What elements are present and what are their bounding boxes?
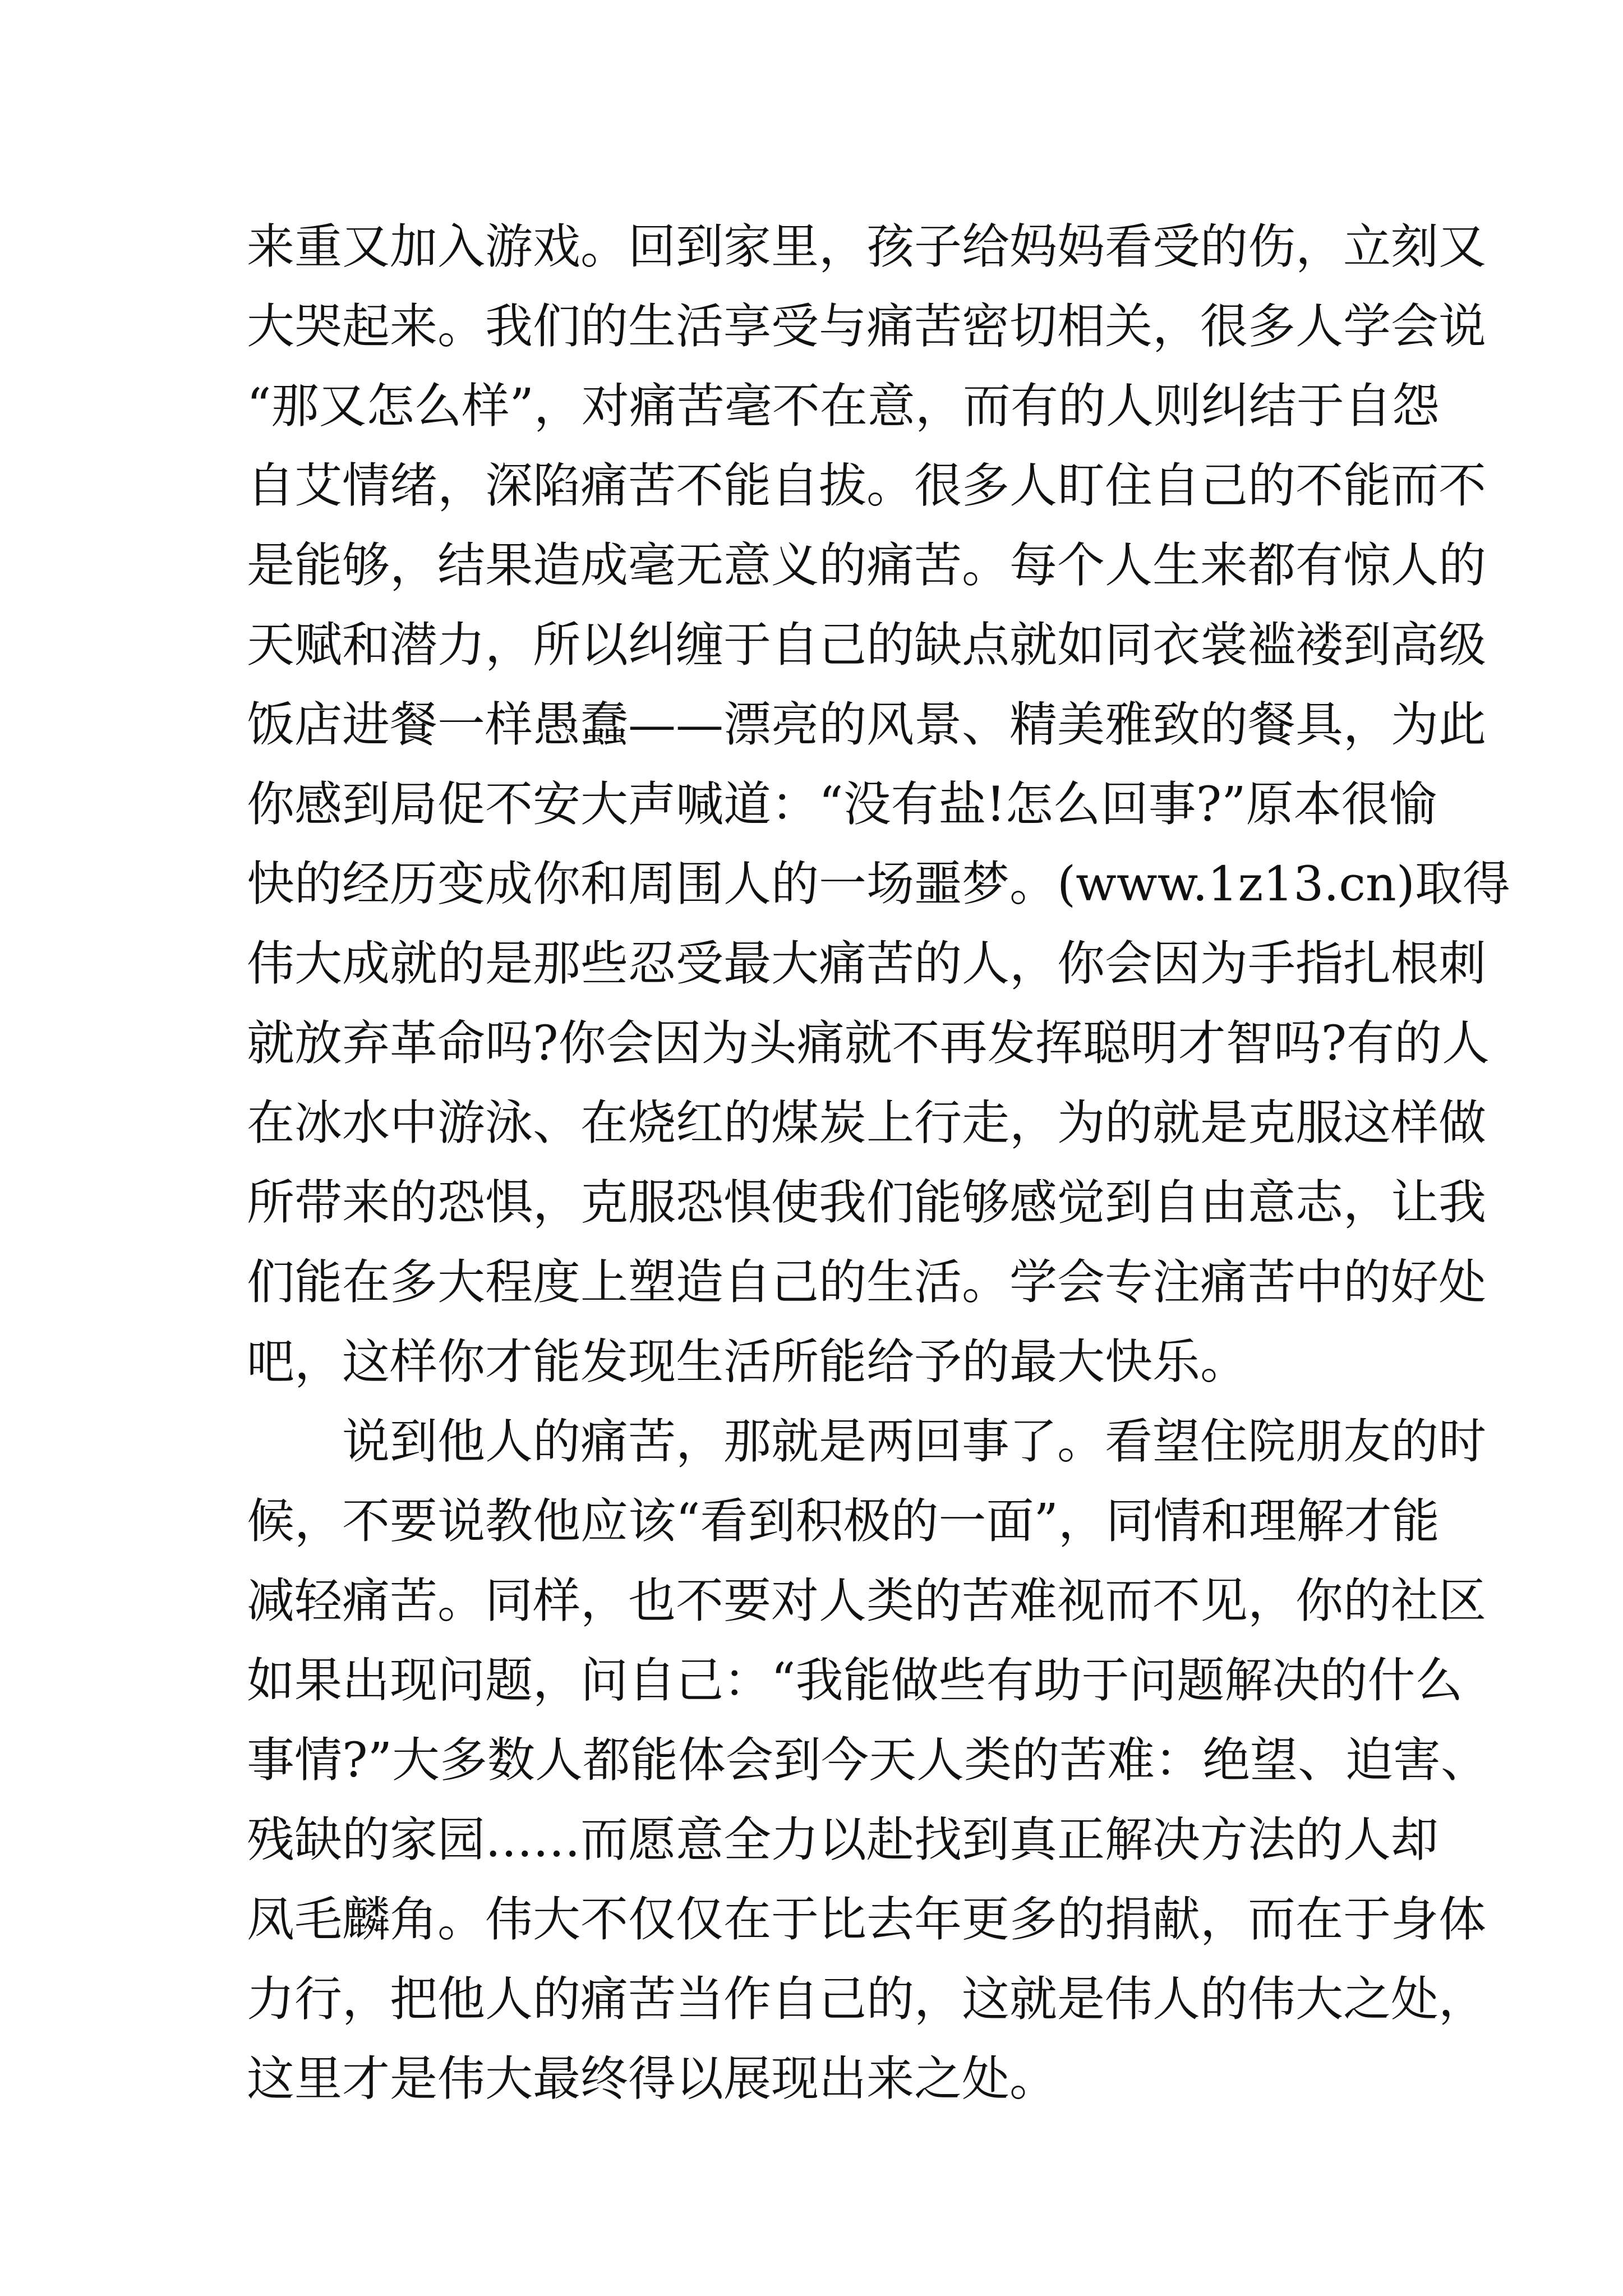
paragraph-1-line-4: 自艾情绪，深陷痛苦不能自拔。很多人盯住自己的不能而不 [247,458,1487,514]
paragraph-1-line-3: “那又怎么样”，对痛苦毫不在意，而有的人则纠结于自怨 [247,379,1440,434]
body-text [247,208,1510,2119]
paragraph-2-line-9: 这里才是伟大最终得以展现出来之处。 [247,2051,1058,2107]
paragraph-1-line-11: 就放弃革命吗?你会因为头痛就不再发挥聪明才智吗?有的人 [247,1016,1490,1071]
paragraph-1-line-2: 大哭起来。我们的生活享受与痛苦密切相关，很多人学会说 [247,299,1487,355]
paragraph-1-line-10: 伟大成就的是那些忍受最大痛苦的人，你会因为手指扎根刺 [247,936,1487,992]
paragraph-2-line-7: 凤毛麟角。伟大不仅仅在于比去年更多的捐献，而在于身体 [247,1892,1487,1948]
paragraph-1-line-8: 你感到局促不安大声喊道：“没有盐!怎么回事?”原本很愉 [247,777,1437,832]
paragraph-1-line-14: 们能在多大程度上塑造自己的生活。学会专注痛苦中的好处 [247,1255,1487,1310]
paragraph-1-line-15: 吧，这样你才能发现生活所能给予的最大快乐。 [247,1335,1248,1390]
paragraph-2-line-8: 力行，把他人的痛苦当作自己的，这就是伟人的伟大之处， [247,1972,1487,2027]
paragraph-1-line-7: 饭店进餐一样愚蠢——漂亮的风景、精美雅致的餐具，为此 [247,697,1487,753]
paragraph-1-line-13: 所带来的恐惧，克服恐惧使我们能够感觉到自由意志，让我 [247,1175,1487,1231]
paragraph-2-line-6: 残缺的家园……而愿意全力以赴找到真正解决方法的人却 [247,1812,1439,1868]
paragraph-2-line-1: 说到他人的痛苦，那就是两回事了。看望住院朋友的时 [342,1414,1487,1470]
paragraph-2-line-2: 候，不要说教他应该“看到积极的一面”，同情和理解才能 [247,1494,1440,1549]
paragraph-1-line-6: 天赋和潜力，所以纠缠于自己的缺点就如同衣裳褴褛到高级 [247,618,1487,673]
paragraph-1-line-12: 在冰水中游泳、在烧红的煤炭上行走，为的就是克服这样做 [247,1096,1487,1151]
paragraph-2-line-5: 事情?”大多数人都能体会到今天人类的苦难：绝望、迫害、 [247,1733,1489,1788]
paragraph-1-line-1: 来重又加入游戏。回到家里，孩子给妈妈看受的伤，立刻又 [247,219,1487,275]
paragraph-1-line-5: 是能够，结果造成毫无意义的痛苦。每个人生来都有惊人的 [247,538,1487,593]
paragraph-2-line-4: 如果出现问题，问自己：“我能做些有助于问题解决的什么 [247,1653,1463,1709]
paragraph-1-line-9: 快的经历变成你和周围人的一场噩梦。(www.1z13.cn)取得 [247,857,1510,912]
paragraph-2-line-3: 减轻痛苦。同样，也不要对人类的苦难视而不见，你的社区 [247,1573,1487,1629]
